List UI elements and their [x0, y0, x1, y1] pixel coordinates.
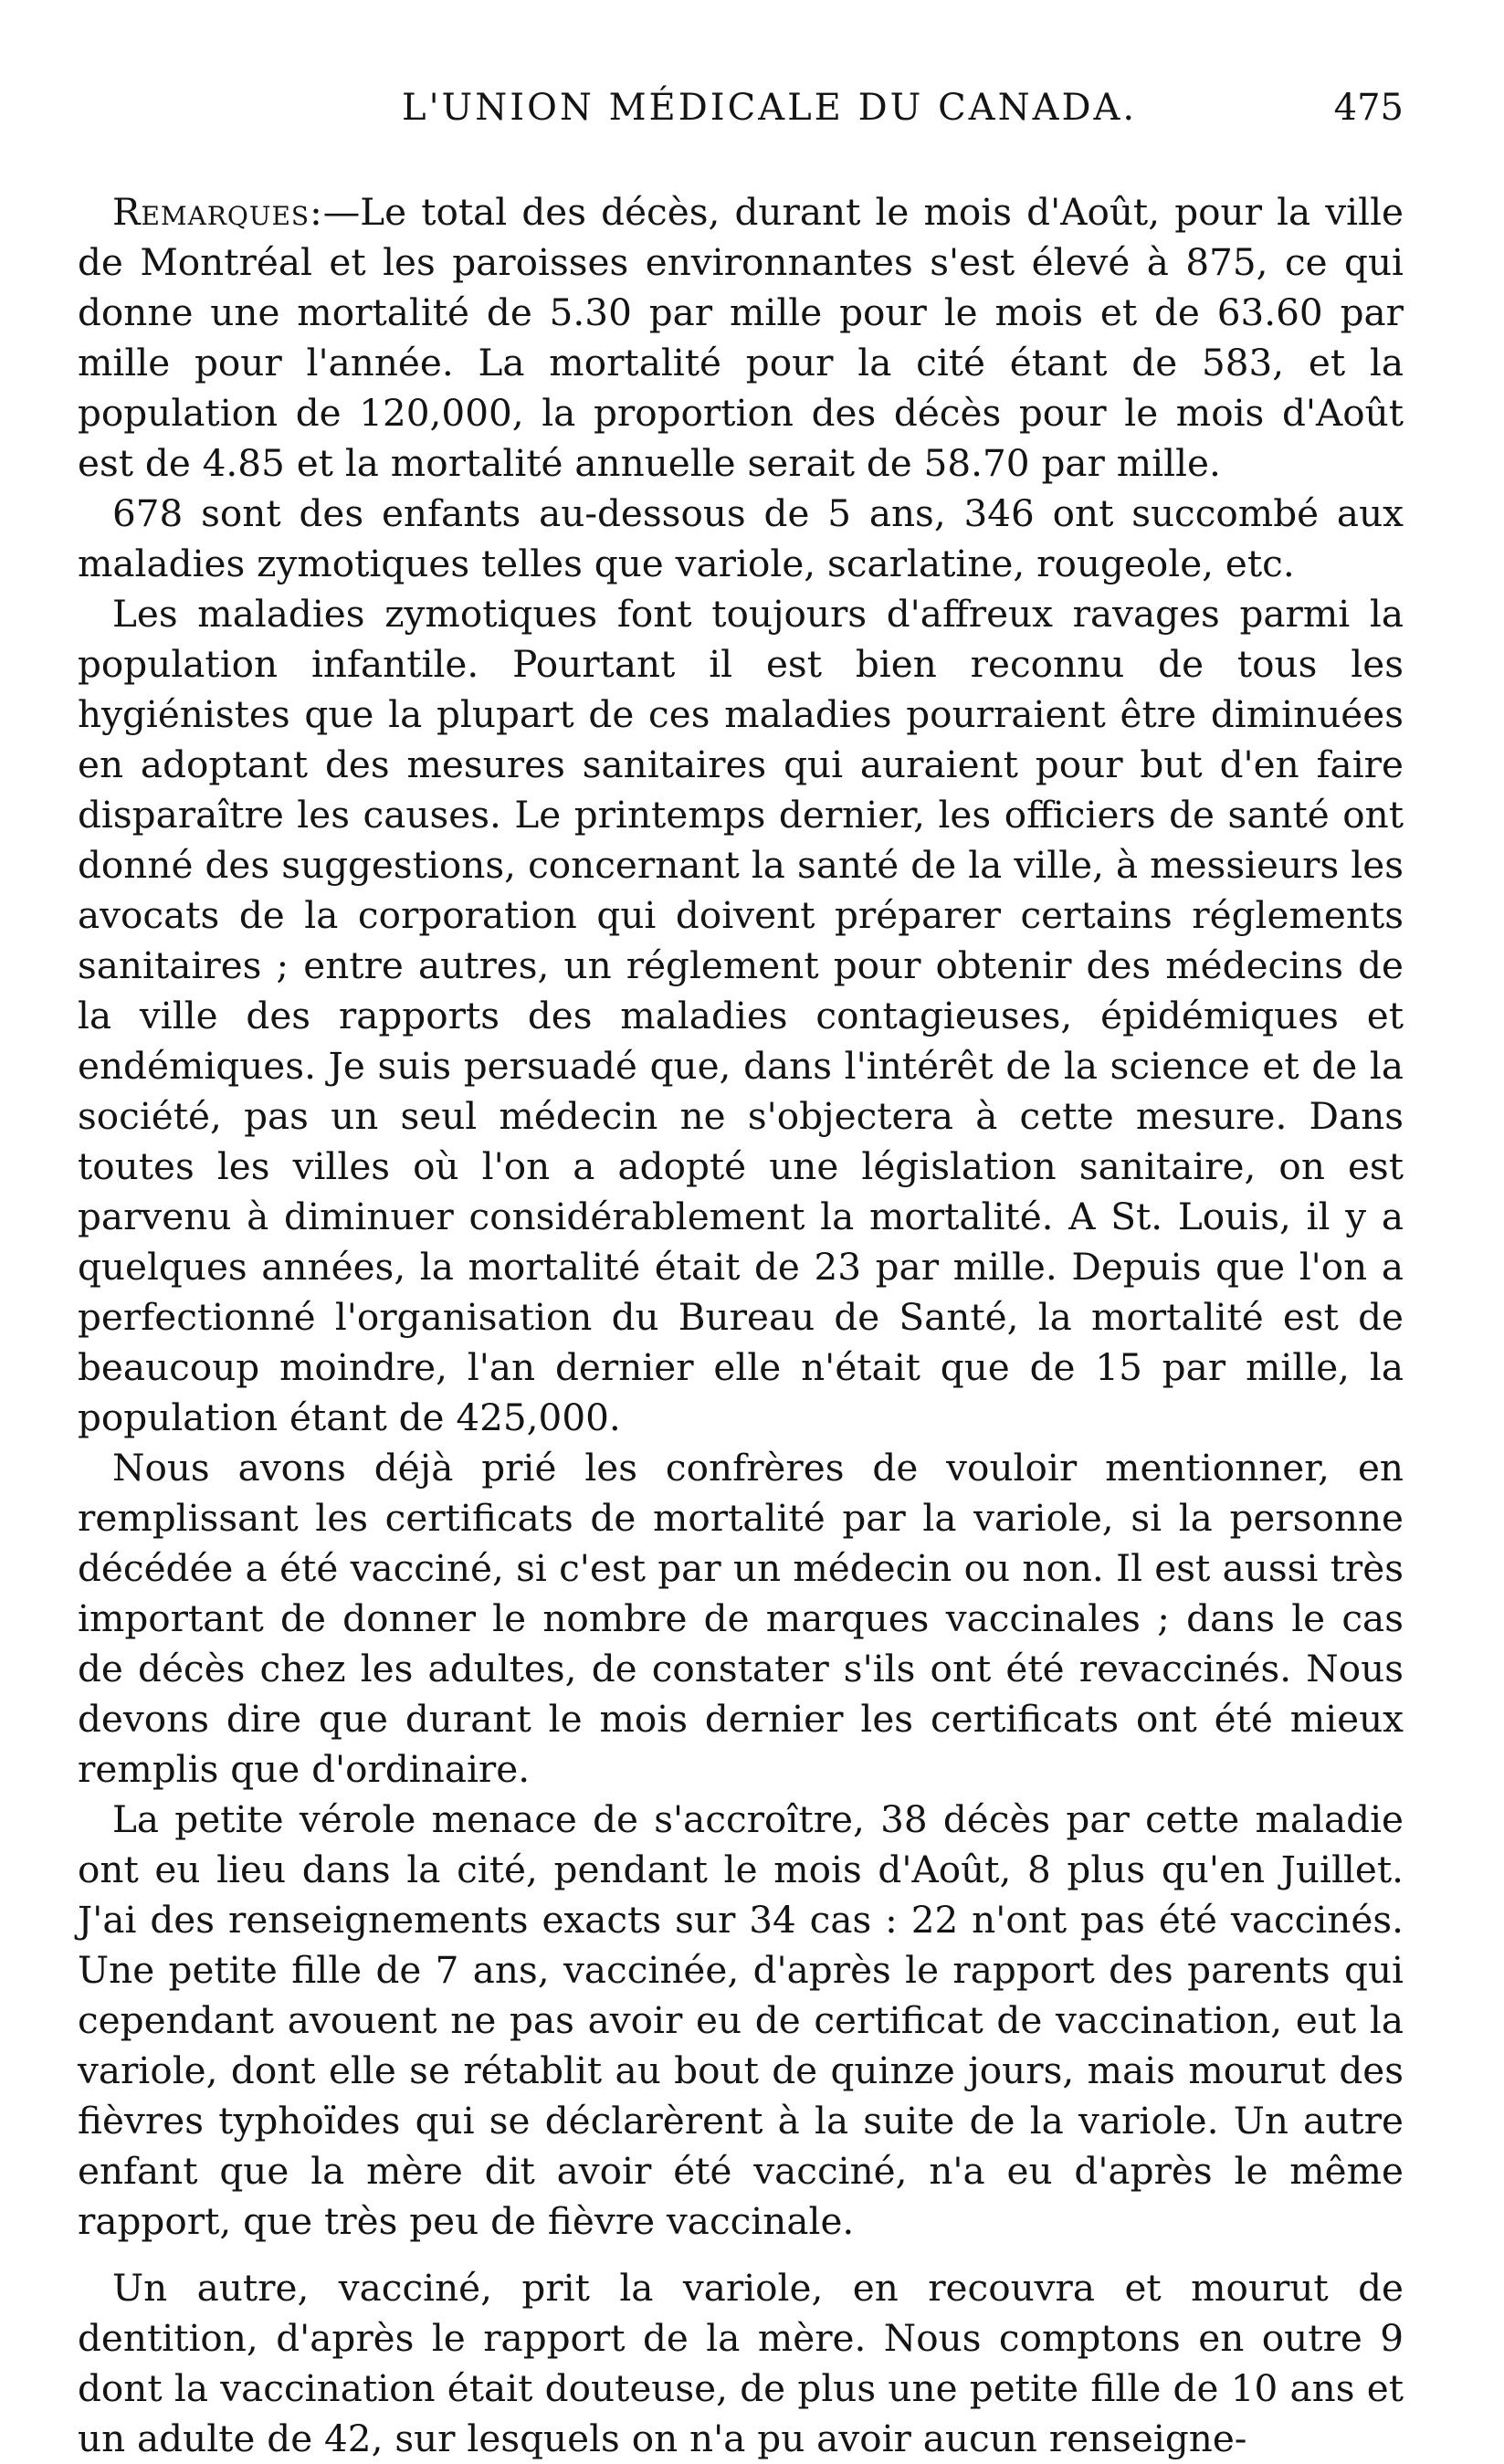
- paragraph-zymotic-diseases: [78, 589, 1404, 1443]
- paragraph-text: —Le total des décès, durant le mois d'Août, pour la ville de Montréal et les paroisses environnantes s'est élevé à 875, ce qui donne une mortalité de 5.30 par mille pour le mois et de 63.60 par mille pour l'année. La mortalité pour la cité étant de 583, et la population de 120,000, la proportion des décès pour le mois d'Août est de 4.85 et la mortalité annuelle serait de 58.70 par mille.: [78, 190, 1404, 485]
- paragraph-children-deaths: [78, 489, 1404, 589]
- running-title: L'UNION MÉDICALE DU CANADA.: [402, 87, 1138, 129]
- paragraph-certificates: [78, 1443, 1404, 1795]
- paragraph-text: Nous avons déjà prié les confrères de vouloir mentionner, en remplissant les certificats de mortalité par la variole, si la personne décédée a été vacciné, si c'est par un médecin ou non. Il est aussi très important de donner le nombre de marques vaccinales ; dans le cas de décès chez les adultes, de constater s'ils ont été revaccinés. Nous devons dire que durant le mois dernier les certificats ont été mieux remplis que d'ordinaire.: [78, 1446, 1404, 1791]
- paragraph-text: La petite vérole menace de s'accroître, 38 décès par cette maladie ont eu lieu dans la cité, pendant le mois d'Août, 8 plus qu'en Juillet. J'ai des renseignements exacts sur 34 cas : 22 n'ont pas été vaccinés. Une petite fille de 7 ans, vaccinée, d'après le rapport des parents qui cependant avouent ne pas avoir eu de certificat de vaccination, eut la variole, dont elle se rétablit au bout de quinze jours, mais mourut des fièvres typhoïdes qui se déclarèrent à la suite de la variole. Un autre enfant que la mère dit avoir été vacciné, n'a eu d'après le même rapport, que très peu de fièvre vaccinale.: [78, 1797, 1404, 2243]
- article-body: [78, 187, 1404, 2464]
- paragraph-vaccinated-case: [78, 2263, 1404, 2464]
- paragraph-text: Un autre, vacciné, prit la variole, en recouvra et mourut de dentition, d'après le rapport de la mère. Nous comptons en outre 9 dont la vaccination était douteuse, de plus une petite fille de 10 ans et un adulte de 42, sur lesquels on n'a pu avoir aucun renseigne-: [78, 2266, 1404, 2460]
- paragraph-text: Les maladies zymotiques font toujours d'affreux ravages parmi la population infantile. Pourtant il est bien reconnu de tous les hygiénistes que la plupart de ces maladies pourraient être diminuées en adoptant des mesures sanitaires qui auraient pour but d'en faire disparaître les causes. Le printemps dernier, les officiers de santé ont donné des suggestions, concernant la santé de la ville, à messieurs les avocats de la corporation qui doivent préparer certains réglements sanitaires ; entre autres, un réglement pour obtenir des médecins de la ville des rapports des maladies contagieuses, épidémiques et endémiques. Je suis persuadé que, dans l'intérêt de la science et de la société, pas un seul médecin ne s'objectera à cette mesure. Dans toutes les villes où l'on a adopté une législation sanitaire, on est parvenu à diminuer considérablement la mortalité. A St. Louis, il y a quelques années, la mortalité était de 23 par mille. Depuis que l'on a perfectionné l'organisation du Bureau de Santé, la mortalité est de beaucoup moindre, l'an dernier elle n'était que de 15 par mille, la population étant de 425,000.: [78, 592, 1404, 1439]
- paragraph-lead: Remarques:: [112, 190, 323, 234]
- page-number: 475: [1333, 87, 1404, 129]
- paragraph-remarques: [78, 187, 1404, 489]
- paragraph-text: 678 sont des enfants au-dessous de 5 ans, 346 ont succombé aux maladies zymotiques telles que variole, scarlatine, rougeole, etc.: [78, 491, 1404, 585]
- page-header: [78, 87, 1404, 142]
- paragraph-smallpox: [78, 1795, 1404, 2247]
